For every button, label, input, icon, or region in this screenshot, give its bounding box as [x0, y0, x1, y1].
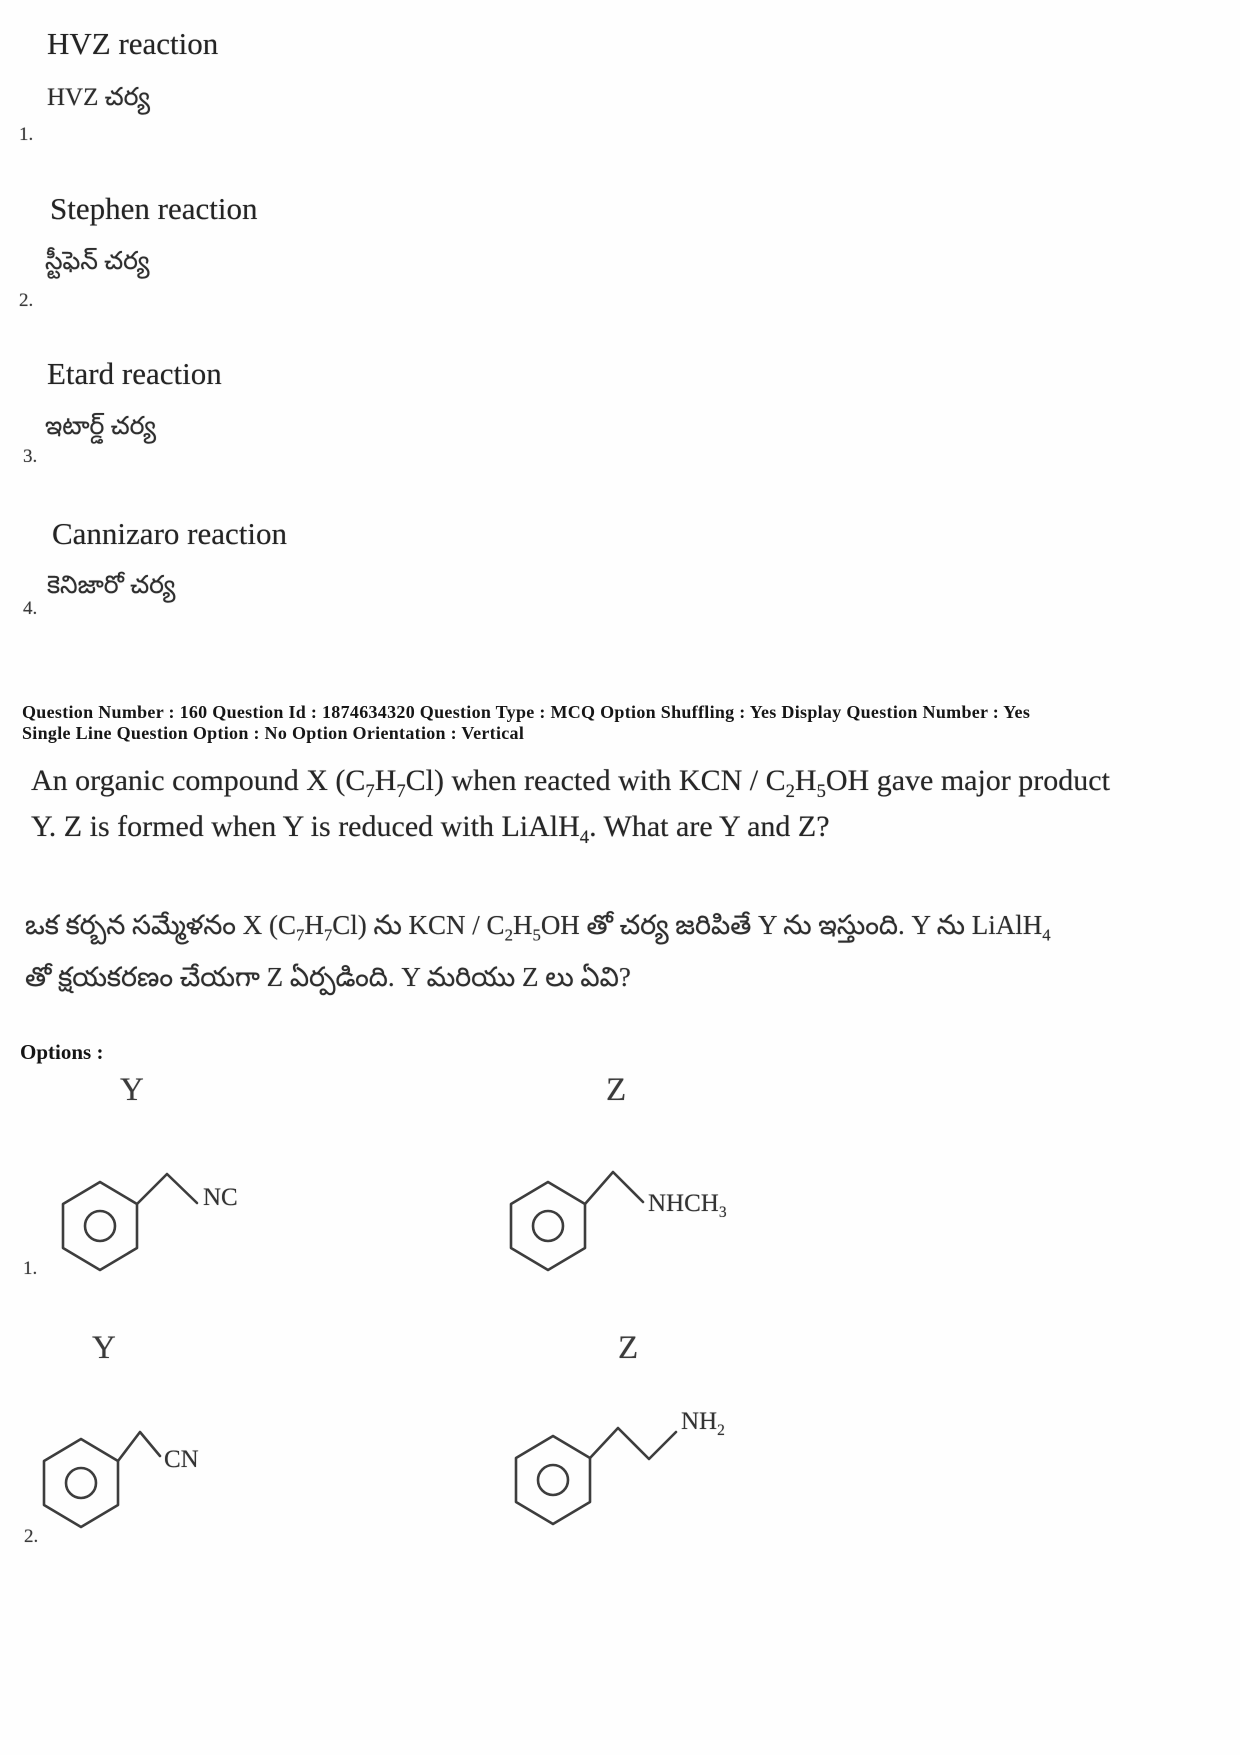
prev-option-1-number: 1. — [19, 124, 34, 145]
benzene-inner-circle — [66, 1468, 96, 1498]
benzene-ring-diagram — [468, 1156, 768, 1296]
benzene-inner-circle — [85, 1211, 115, 1241]
benzene-inner-circle — [533, 1211, 563, 1241]
question-telugu-line2: తో క్షయకరణం చేయగా Z ఏర్పడింది. Y మరియు Z లు ఏవి? — [25, 962, 631, 992]
options-heading: Options : — [20, 1040, 104, 1064]
benzene-hexagon — [44, 1439, 118, 1527]
ch2-ch2-bond-chain — [590, 1428, 676, 1459]
ch2-bond-chain — [585, 1172, 643, 1204]
option-2-number: 2. — [24, 1526, 39, 1547]
option-1-column-y-header: Y — [120, 1072, 144, 1108]
substituent-label-cn: CN — [164, 1446, 199, 1473]
prev-option-4-english: Cannizaro reaction — [52, 516, 287, 551]
option-1-structure-y — [20, 1156, 260, 1296]
question-telugu-line1: ఒక కర్బన సమ్మేళనం X $(C_7H_7Cl)$ ను KCN / $C_2H_5OH$ తో చర్య జరిపితే Y ను ఇస్తుంది. Y ను LiAlH$_4$ — [25, 910, 1051, 945]
option-2-column-z-header: Z — [618, 1330, 639, 1366]
benzene-ring-diagram — [20, 1156, 260, 1296]
prev-option-4-telugu: కెనిజారో చర్య — [47, 572, 176, 599]
benzene-ring-diagram — [473, 1410, 773, 1555]
prev-option-4-number: 4. — [23, 598, 38, 619]
option-1-column-z-header: Z — [606, 1072, 627, 1108]
question-english-line1: An organic compound X $(C_7H_7Cl)$ when reacted with KCN / $C_2H_5OH$ gave major product — [31, 764, 1110, 802]
prev-option-3-telugu: ఇటార్డ్ చర్య — [45, 413, 156, 440]
benzene-hexagon — [516, 1436, 590, 1524]
benzene-hexagon — [511, 1182, 585, 1270]
prev-option-1-telugu: HVZ చర్య — [47, 84, 150, 111]
ch2-bond-chain — [137, 1174, 197, 1204]
prev-option-2-number: 2. — [19, 290, 34, 311]
prev-option-2-telugu: స్టీఫెన్ చర్య — [45, 248, 150, 275]
option-2-structure-z — [473, 1410, 773, 1555]
benzene-hexagon — [63, 1182, 137, 1270]
question-metadata-line2: Single Line Question Option : No Option Orientation : Vertical — [22, 723, 525, 743]
substituent-label-nh2: $NH_2$ — [681, 1408, 725, 1439]
question-metadata-line1: Question Number : 160 Question Id : 1874634320 Question Type : MCQ Option Shuffling : Yes Display Question Number : Yes — [22, 702, 1031, 722]
benzene-inner-circle — [538, 1465, 568, 1495]
prev-option-3-number: 3. — [23, 446, 38, 467]
substituent-label-nhch3: $NHCH_3$ — [648, 1190, 727, 1221]
option-1-number: 1. — [23, 1258, 38, 1279]
question-english-line2: Y. Z is formed when Y is reduced with LiAlH$_4$. What are Y and Z? — [31, 810, 830, 848]
option-2-column-y-header: Y — [92, 1330, 116, 1366]
prev-option-2-english: Stephen reaction — [50, 191, 258, 226]
option-1-structure-z — [468, 1156, 768, 1296]
substituent-label-nc: NC — [203, 1184, 238, 1211]
ch2-bond-chain — [118, 1432, 160, 1461]
prev-option-3-english: Etard reaction — [47, 356, 222, 391]
prev-option-1-english: HVZ reaction — [47, 26, 219, 61]
